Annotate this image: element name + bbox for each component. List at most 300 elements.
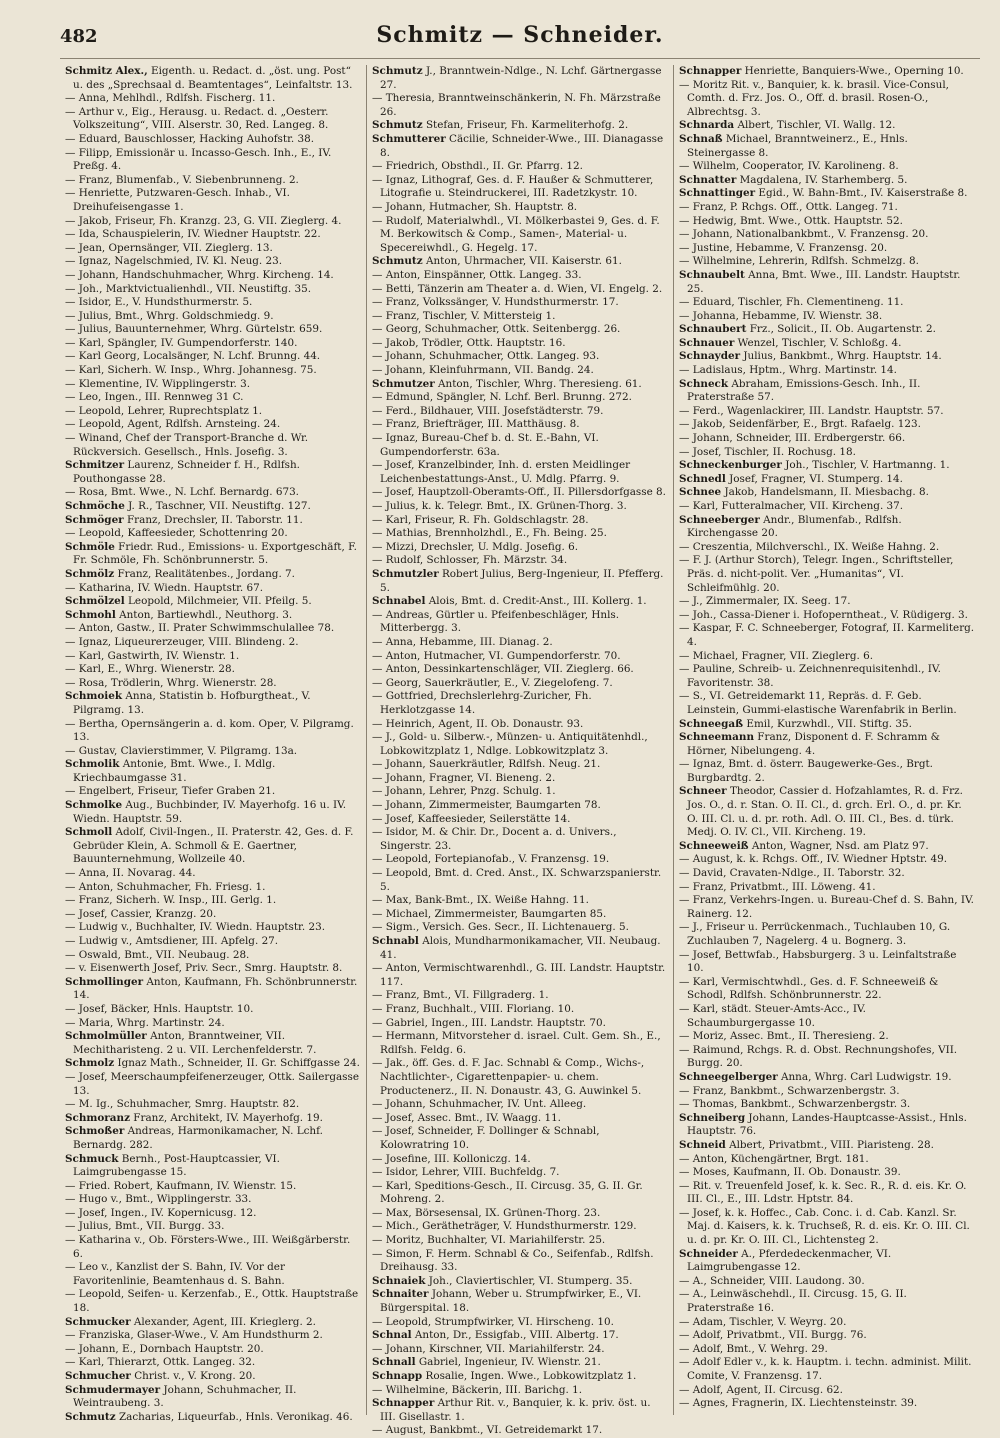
directory-entry [65,228,361,242]
entry-surname: Schnaß [679,132,723,145]
directory-entry [65,745,361,759]
directory-entry [372,609,668,636]
directory-entry [679,1030,975,1044]
directory-entry [679,609,975,623]
entry-text: Andreas, Harmonikamacher, N. Lchf. Bernardg. 282. [73,1125,323,1151]
entry-surname: Schmollinger [65,975,144,988]
directory-entry [65,1193,361,1207]
entry-surname: Schnapper [372,1397,435,1410]
directory-entry [372,418,668,432]
directory-entry [372,663,668,677]
entry-surname: Schnaubelt [679,268,745,281]
directory-entry [65,799,361,826]
directory-entry [372,174,668,201]
entry-text: — Franz, Volkssänger, V. Hundsthurmerstr. 17. [372,296,619,309]
entry-text: — Karl, E., Whrg. Wienerstr. 28. [65,663,235,676]
directory-entry [65,459,361,486]
directory-entry [65,1003,361,1017]
entry-text: — Ferd., Wagenlackirer, III. Landstr. Hauptstr. 57. [679,404,944,417]
directory-entry [372,215,668,256]
entry-text: — Hedwig, Bmt. Wwe., Ottk. Hauptstr. 52. [679,214,903,227]
directory-entry [65,337,361,351]
directory-entry [65,147,361,174]
directory-entry [372,310,668,324]
directory-entry [372,378,668,392]
entry-text: — Edmund, Spängler, N. Lchf. Berl. Brunng. 272. [372,391,632,404]
entry-text: — Ignaz, Liqueurerzeuger, VIII. Blindeng. 2. [65,635,299,648]
directory-entry [65,1125,361,1152]
entry-text: — J., Zimmermaler, IX. Seeg. 17. [679,595,851,608]
entry-text: — Michael, Fragner, VII. Zieglerg. 6. [679,649,874,662]
entry-text: — Karl, Futteralmacher, VII. Kircheng. 37. [679,500,904,512]
directory-entry [679,1275,975,1289]
entry-surname: Schmohl [65,608,116,621]
directory-entry [372,514,668,528]
entry-text: Bernh., Post-Hauptcassier, VI. Laimgrubengasse 15. [73,1152,280,1179]
directory-entry [679,296,975,310]
entry-surname: Schnabl [372,935,419,947]
entry-text: — Engelbert, Friseur, Tiefer Graben 21. [65,785,276,798]
directory-entry [65,758,361,785]
directory-entry [679,405,975,419]
entry-text: — Ludwig v., Buchhalter, IV. Wiedn. Hauptstr. 23. [65,921,326,934]
entry-text: — Leopold, Seifen- u. Kerzenfab., E., Ottk. Hauptstraße 18. [65,1288,359,1315]
entry-surname: Schnedl [679,472,726,485]
entry-text: — Georg, Schuhmacher, Ottk. Seitenbergg. 26. [372,323,621,336]
column-left [60,65,366,1423]
entry-text: — Jakob, Trödler, Ottk. Hauptstr. 16. [372,336,566,349]
directory-entry [372,1207,668,1221]
directory-entry [65,1220,361,1234]
entry-text: J. R., Taschner, VII. Neustiftg. 127. [124,500,311,512]
entry-text: — Hugo v., Bmt., Wipplingerstr. 33. [65,1193,252,1206]
directory-entry [679,1207,975,1248]
directory-entry [372,541,668,555]
entry-text: — Ignaz, Bureau-Chef b. d. St. E.-Bahn, VI. Gumpendorferstr. 63a. [372,432,599,458]
entry-text: — Karl, Vermischtwhdl., Ges. d. F. Schneeweiß & Schodl, Rdlfsh. Schönbrunnerstr. 22. [679,975,939,1002]
entry-text: — Anton, Einspänner, Ottk. Langeg. 33. [372,268,582,281]
directory-entry [679,119,975,133]
entry-text: — Johann, Schneider, III. Erdbergerstr. 66. [679,432,906,445]
entry-text: Franz, Realitätenbes., Jordang. 7. [114,567,295,580]
entry-text: — Franziska, Glaser-Wwe., V. Am Hundsthurm 2. [65,1329,323,1342]
directory-entry [65,187,361,214]
directory-entry [372,921,668,935]
entry-text: — Wilhelmine, Bäckerin, III. Barichg. 1. [372,1383,583,1396]
entry-text: — Franz, Verkehrs-Ingen. u. Bureau-Chef d. S. Bahn, IV. Rainerg. 12. [679,894,974,920]
entry-text: — Bertha, Opernsängerin a. d. kom. Oper, V. Pilgramg. 13. [65,717,354,744]
directory-entry [65,1288,361,1315]
directory-entry [372,853,668,867]
entry-text: — Arthur v., Eig., Herausg. u. Redact. d. „Oesterr. Volkszeitung“, VIII. Alserstr. 30, Red. Langeg. 8. [65,105,329,132]
entry-text: — Betti, Tänzerin am Theater a. d. Wien, VI. Engelg. 2. [372,282,663,295]
directory-entry [65,690,361,717]
directory-entry [679,337,975,351]
directory-entry [372,1125,668,1152]
entry-text: Anton, Tischler, Whrg. Theresieng. 61. [434,377,642,390]
entry-surname: Schmoranz [65,1111,130,1124]
entry-surname: Schneemann [679,731,754,744]
directory-entry [372,799,668,813]
directory-entry [372,160,668,174]
directory-entry [65,622,361,636]
directory-entry [679,541,975,555]
entry-text: Andr., Blumenfab., Rdlfsh. Kirchengasse 20. [687,513,902,540]
entry-surname: Schmölz [65,567,115,580]
directory-entry [65,881,361,895]
entry-surname: Schnattinger [679,187,756,200]
directory-entry [679,881,975,895]
directory-entry [372,1112,668,1126]
directory-entry [679,446,975,460]
entry-text: Ignaz Math., Schneider, II. Gr. Schiffgasse 24. [114,1057,360,1070]
directory-entry [372,350,668,364]
directory-entry [65,378,361,392]
entry-surname: Schnall [372,1356,416,1369]
entry-text: A., Pferdedeckenmacher, VI. Laimgrubengasse 12. [687,1247,892,1274]
entry-text: — Franz, Privatbmt., III. Löweng. 41. [679,880,876,893]
entry-text: — Karl, Thierarzt, Ottk. Langeg. 32. [65,1356,256,1369]
entry-surname: Schmoßer [65,1125,125,1138]
entry-text: — Ignaz, Bmt. d. österr. Baugewerke-Ges., Brgt. Burgbardtg. 2. [679,758,933,784]
entry-surname: Schmudermayer [65,1383,161,1396]
directory-entry [372,772,668,786]
entry-text: — Maria, Whrg. Martinstr. 24. [65,1016,225,1029]
directory-entry [65,826,361,867]
directory-entry [372,133,668,160]
entry-text: Antonie, Bmt. Wwe., I. Mdlg. Kriechbaumgasse 31. [73,758,276,784]
directory-entry [65,1071,361,1098]
directory-entry [679,1044,975,1071]
directory-entry [372,296,668,310]
directory-entry [679,432,975,446]
directory-entry [679,1139,975,1153]
entry-text: — F. J. (Arthur Storch), Telegr. Ingen., Schriftsteller, Präs. d. nicht-polit. Ver. „Humanitas“, VI. Schleifmühlg. 20. [679,554,954,594]
directory-entry [65,541,361,568]
directory-entry [372,391,668,405]
entry-text: Johann, Landes-Hauptcasse-Assist., Hnls. Hauptstr. 76. [687,1111,967,1138]
directory-entry [679,1085,975,1099]
entry-text: — Max, Börsesensal, IX. Grünen-Thorg. 23. [372,1206,601,1219]
directory-entry [65,364,361,378]
directory-entry [372,718,668,732]
entry-text: — Moses, Kaufmann, II. Ob. Donaustr. 39. [679,1166,901,1179]
directory-entry [679,1356,975,1383]
directory-entry [679,1397,975,1411]
directory-entry [65,1207,361,1221]
entry-surname: Schneegelberger [679,1070,778,1083]
page-number: 482 [60,26,98,47]
entry-text: — J., Friseur u. Perrückenmach., Tuchlauben 10, G. Zuchlauben 7, Nagelerg. 4 u. Bognerg. 3. [679,921,951,947]
directory-entry [65,1153,361,1180]
directory-entry [679,1316,975,1330]
entry-surname: Schnee [679,486,722,499]
entry-text: — Katharina v., Ob. Försters-Wwe., III. Weißgärberstr. 6. [65,1234,351,1260]
entry-surname: Schnauer [679,336,735,349]
directory-entry [65,949,361,963]
entry-text: — Michael, Zimmermeister, Baumgarten 85. [372,907,607,920]
entry-text: — Leo, Ingen., III. Rennweg 31 C. [65,391,244,404]
entry-text: — Joh., Cassa-Diener i. Hofoperntheat., V. Rüdigerg. 3. [679,608,968,621]
entry-text: Anton, Wagner, Nsd. am Platz 97. [748,839,929,852]
entry-text: Anna, Whrg. Carl Ludwigstr. 19. [777,1070,952,1083]
directory-entry [679,650,975,664]
entry-text: Joh., Claviertischler, VI. Stumperg. 35. [425,1274,633,1287]
entry-text: Arthur Rit. v., Banquier, k. k. priv. öst. u. III. Gisellastr. 1. [380,1397,651,1423]
directory-entry [679,486,975,500]
directory-entry [372,1384,668,1398]
entry-text: — Pauline, Schreib- u. Zeichnenrequisitenhdl., IV. Favoritenstr. 38. [679,663,941,689]
directory-entry [65,718,361,745]
directory-entry [679,731,975,758]
entry-text: Franz, Drechsler, II. Taborstr. 11. [123,513,303,526]
directory-entry [372,337,668,351]
directory-entry [372,486,668,500]
entry-text: — Wilhelm, Cooperator, IV. Karolineng. 8. [679,160,899,173]
entry-text: Magdalena, IV. Starhemberg. 5. [736,173,908,186]
entry-text: Theodor, Cassier d. Hofzahlamtes, R. d. Frz. Jos. O., d. r. Stan. O. II. Cl., d. grch. Erl. O., d. pr. Kr. O. III. Cl. u. d. pr. roth. Adl. O. III. Cl., Bes. d. türk. Medj. O. IV. Cl., VII. Kircheng. 19. [687,785,963,839]
directory-entry [679,473,975,487]
entry-text: — Jakob, Seidenfärber, E., Brgt. Rafaelg. 123. [679,418,921,431]
entry-text: — Josef, Kranzelbinder, Inh. d. ersten Meidlinger Leichenbestattungs-Anst., U. Mdlg. Pfarrg. 9. [372,459,631,485]
directory-entry [65,242,361,256]
entry-surname: Schnabel [372,595,426,608]
entry-text: Johann, Weber u. Strumpfwirker, E., VI. Bürgerspital. 18. [380,1288,642,1315]
entry-text: — Franz, P. Rchgs. Off., Ottk. Langeg. 71. [679,200,898,213]
directory-entry [372,813,668,827]
directory-entry [679,690,975,717]
entry-text: — August, k. k. Rchgs. Off., IV. Wiedner Hptstr. 49. [679,853,947,866]
entry-text: Albert, Privatbmt., VIII. Piaristeng. 28. [725,1138,934,1151]
directory-entry [372,894,668,908]
directory-entry [372,1370,668,1384]
entry-text: — Adolf, Privatbmt., VII. Burgg. 76. [679,1329,867,1342]
entry-text: — Anton, Gastw., II. Prater Schwimmschulallee 78. [65,622,335,635]
directory-entry [372,595,668,609]
entry-surname: Schnayder [679,350,741,363]
directory-entry [679,1153,975,1167]
entry-surname: Schnal [372,1329,412,1342]
entry-text: — Gottfried, Drechslerlehrg-Zuricher, Fh. Herklotzgasse 14. [372,690,592,716]
entry-text: Franz, Architekt, IV. Mayerhofg. 19. [129,1111,323,1124]
directory-entry [372,650,668,664]
entry-text: — Max, Bank-Bmt., IX. Weiße Hahng. 11. [372,894,589,907]
entry-text: — Josef, Schneider, F. Dollinger & Schnabl, Kolowratring 10. [372,1125,600,1151]
entry-text: — Josef, Bettwfab., Habsburgerg. 3 u. Leinfaltstraße 10. [679,948,957,975]
entry-text: Anna, Statistin b. Hofburgtheat., V. Pilgramg. 13. [73,690,311,716]
directory-entry [372,201,668,215]
directory-entry [679,228,975,242]
entry-text: Laurenz, Schneider f. H., Rdlfsh. Pouthongasse 28. [73,459,300,485]
entry-surname: Schneckenburger [679,459,782,472]
entry-text: — Andreas, Gürtler u. Pfeifenbeschläger, Hnls. Mitterbergg. 3. [372,608,620,635]
entry-text: — Karl, Friseur, R. Fh. Goldschlagstr. 28. [372,513,589,526]
entry-text: — Moritz Rit. v., Banquier, k. k. brasil. Vice-Consul, Comth. d. Frz. Jos. O., Off. d. brasil. Rosen-O., Albrechtsg. 3. [679,78,949,118]
entry-text: — Adolf, Agent, II. Circusg. 62. [679,1383,843,1396]
directory-entry [372,568,668,595]
entry-text: — Johann, Sauerkräutler, Rdlfsh. Neug. 21. [372,758,601,771]
entry-text: — Johann, Kleinfuhrmann, VII. Bandg. 24. [372,364,594,377]
entry-text: — Agnes, Fragnerin, IX. Liechtensteinstr. 39. [679,1397,918,1410]
entry-text: — Moriz, Assec. Bmt., II. Theresieng. 2. [679,1030,889,1043]
directory-entry [372,867,668,894]
entry-surname: Schmucker [65,1315,131,1328]
directory-entry [65,582,361,596]
directory-entry [65,215,361,229]
directory-entry [372,119,668,133]
entry-surname: Schmutz [65,1410,116,1423]
entry-text: — Kaspar, F. C. Schneeberger, Fotograf, II. Karmeliterg. 4. [679,622,975,648]
entry-text: Frz., Solicit., II. Ob. Augartenstr. 2. [746,323,936,336]
entry-text: Eigenth. u. Redact. d. „öst. ung. Post“ u. des „Sprechsaal d. Beamtentages“, Leinfaltstr. 13. [73,65,353,91]
entry-text: — Thomas, Bankbmt., Schwarzenbergstr. 3. [679,1098,911,1111]
directory-entry [372,323,668,337]
entry-text: — Josef, Assec. Bmt., IV. Waagg. 11. [372,1111,561,1124]
directory-entry [65,568,361,582]
entry-text: — Johann, E., Dornbach Hauptstr. 20. [65,1342,264,1355]
directory-entry [679,718,975,732]
directory-entry [372,908,668,922]
entry-text: — Franz, Bankbmt., Schwarzenbergstr. 3. [679,1084,900,1097]
entry-text: — S., VI. Getreidemarkt 11, Repräs. d. F. Geb. Leinstein, Gummi-elastische Warenfabrik in Berlin. [679,690,957,716]
entry-text: — Franz, Bmt., VI. Fillgraderg. 1. [372,989,549,1002]
entry-text: Christ. v., V. Krong. 20. [130,1370,256,1382]
directory-entry [679,418,975,432]
directory-entry [65,785,361,799]
directory-entry [679,1384,975,1398]
entry-text: Emil, Kurzwhdl., VII. Stiftg. 35. [743,717,912,730]
directory-entry [372,1057,668,1098]
directory-entry [372,690,668,717]
directory-entry [679,867,975,881]
entry-surname: Schmitzer [65,459,125,472]
entry-surname: Schneider [679,1247,738,1260]
directory-entry [372,989,668,1003]
entry-text: — Johann, Handschuhmacher, Whrg. Kircheng. 14. [65,268,334,281]
entry-text: — Josef, Tischler, II. Rochusg. 18. [679,445,856,458]
directory-entry [372,1153,668,1167]
entry-text: — Raimund, Rchgs. R. d. Obst. Rechnungshofes, VII. Burgg. 20. [679,1043,958,1070]
entry-text: Johann, Schuhmacher, II. Weintraubeng. 3. [73,1383,297,1410]
entry-surname: Schmöle [65,540,115,553]
directory-entry [372,1356,668,1370]
directory-entry [372,65,668,92]
directory-entry [65,486,361,500]
directory-entry [679,160,975,174]
entry-text: Alexander, Agent, III. Krieglerg. 2. [130,1315,316,1328]
entry-text: — Leopold, Kaffeesieder, Schottenring 20. [65,527,288,540]
entry-surname: Schmutzler [372,567,439,580]
entry-surname: Schmutz [372,119,423,132]
directory-entry [65,908,361,922]
entry-text: — Josef, k. k. Hoffec., Cab. Conc. i. d. Cab. Kanzl. Sr. Maj. d. Kaisers, k. k. Truchseß, R. d. eis. Kr. O. III. Cl. u. d. pr. Kr. O. III. Cl., Lichtensteg 2. [679,1206,970,1247]
entry-text: — Leo v., Kanzlist der S. Bahn, IV. Vor der Favoritenlinie, Beamtenhaus d. S. Bahn. [65,1261,285,1287]
entry-text: Leopold, Milchmeier, VII. Pfeilg. 5. [124,595,312,608]
entry-text: — Karl, Gastwirth, IV. Wienstr. 1. [65,649,240,662]
directory-entry [65,663,361,677]
entry-surname: Schnaiter [372,1288,429,1301]
directory-entry [372,1234,668,1248]
entry-text: — Josef, Meerschaumpfeifenerzeuger, Ottk. Sailergasse 13. [65,1070,359,1097]
entry-text: — Henriette, Putzwaren-Gesch. Inhab., VI. Dreihufeisengasse 1. [65,187,290,213]
directory-entry [372,554,668,568]
entry-surname: Schneegaß [679,717,744,730]
entry-surname: Schnapper [679,65,742,77]
directory-entry [65,1411,361,1425]
entry-text: — A., Leinwäschehdl., II. Circusg. 15, G. II. Praterstraße 16. [679,1288,907,1315]
directory-entry [65,1329,361,1343]
entry-text: Cäcilie, Schneider-Wwe., III. Dianagasse 8. [380,132,664,159]
entry-text: — Friedrich, Obsthdl., II. Gr. Pfarrg. 12. [372,160,583,173]
entry-text: — Klementine, IV. Wipplingerstr. 3. [65,377,251,390]
entry-surname: Schmutz [372,65,423,77]
entry-text: Henriette, Banquiers-Wwe., Operning 10. [741,65,964,77]
directory-entry [372,1220,668,1234]
entry-surname: Schnapp [372,1370,423,1382]
entry-text: Friedr. Rud., Emissions- u. Exportgeschäft, F. Fr. Schmöle, Fh. Schönbrunnerstr. 5. [73,540,357,567]
entry-text: Michael, Branntweinerz., E., Hnls. Steinergasse 8. [687,132,908,159]
entry-text: — Hermann, Mitvorsteher d. israel. Cult. Gem. Sh., E., Rdlfsh. Feldg. 6. [372,1030,661,1056]
entry-text: — Anton, Hutmacher, VI. Gumpendorferstr. 70. [372,649,621,662]
entry-text: J., Branntwein-Ndlge., N. Lchf. Gärtnergasse 27. [380,65,662,91]
directory-entry [65,921,361,935]
directory-entry [65,65,361,92]
entry-text: — Mizzi, Drechsler, U. Mdlg. Josefig. 6. [372,540,579,553]
directory-entry [65,935,361,949]
entry-text: — A., Schneider, VIII. Laudong. 30. [679,1274,865,1287]
directory-entry [65,1180,361,1194]
entry-text: — Karl, Sicherh. W. Insp., Whrg. Johannesg. 75. [65,364,317,377]
entry-text: — Heinrich, Agent, II. Ob. Donaustr. 93. [372,717,584,730]
entry-surname: Schmuck [65,1152,119,1165]
entry-text: — Georg, Sauerkräutler, E., V. Ziegelofeng. 7. [372,676,613,689]
entry-text: — Jak., öff. Ges. d. F. Jac. Schnabl & Comp., Wichs-, Nachtlichter-, Cigarettenpapier- u. chem. Productenerz., II. N. Donaustr. 43, G. Auwinkel 5. [372,1057,645,1097]
entry-text: — Anton, Vermischtwarenhdl., G. III. Landstr. Hauptstr. 117. [372,962,666,988]
directory-entry [372,269,668,283]
entry-text: — Josef, Bäcker, Hnls. Hauptstr. 10. [65,1002,254,1015]
directory-entry [372,1424,668,1438]
entry-text: — Rosa, Bmt. Wwe., N. Lchf. Bernardg. 673. [65,486,299,499]
entry-text: Zacharias, Liqueurfab., Hnls. Veronikag. 46. [115,1410,353,1423]
entry-surname: Schneck [679,377,729,390]
entry-text: Franz, Disponent d. F. Schramm & Hörner, Nibelungeng. 4. [687,731,940,757]
directory-entry [679,785,975,839]
entry-surname: Schmolke [65,799,123,812]
entry-text: — Johann, Schuhmacher, Ottk. Langeg. 93. [372,350,600,363]
entry-text: — Theresia, Branntweinschänkerin, N. Fh. Märzstraße 26. [372,92,661,118]
entry-text: Stefan, Friseur, Fh. Karmeliterhofg. 2. [422,119,629,132]
entry-text: — Julius, k. k. Telegr. Bmt., IX. Grünen-Thorg. 3. [372,500,627,512]
entry-text: Julius, Bankbmt., Whrg. Hauptstr. 14. [740,350,942,363]
directory-entry [679,459,975,473]
directory-entry [679,1003,975,1030]
entry-text: — Johann, Schuhmacher, IV. Unt. Alleeg. [372,1098,587,1111]
entry-surname: Schmöche [65,500,125,512]
entry-surname: Schneeberger [679,513,760,526]
directory-entry [372,1316,668,1330]
entry-text: Anna, Bmt. Wwe., III. Landstr. Hauptstr. 25. [687,268,961,295]
directory-entry [65,283,361,297]
directory-entry [372,962,668,989]
entry-text: — Anton, Schuhmacher, Fh. Friesg. 1. [65,880,266,893]
directory-entry [372,1397,668,1424]
entry-text: — Mathias, Brennholzhdl., E., Fh. Being. 25. [372,527,607,540]
directory-entry [679,1343,975,1357]
directory-entry [679,133,975,160]
entry-text: — Josef, Kaffeesieder, Seilerstätte 14. [372,812,571,825]
directory-entry [372,1098,668,1112]
entry-text: — Rudolf, Materialwhdl., VI. Mölkerbastei 9, Ges. d. F. M. Berkowitsch & Comp., Samen-, Material- u. Specereiwhdl., G. Hegelg. 17. [372,214,660,254]
